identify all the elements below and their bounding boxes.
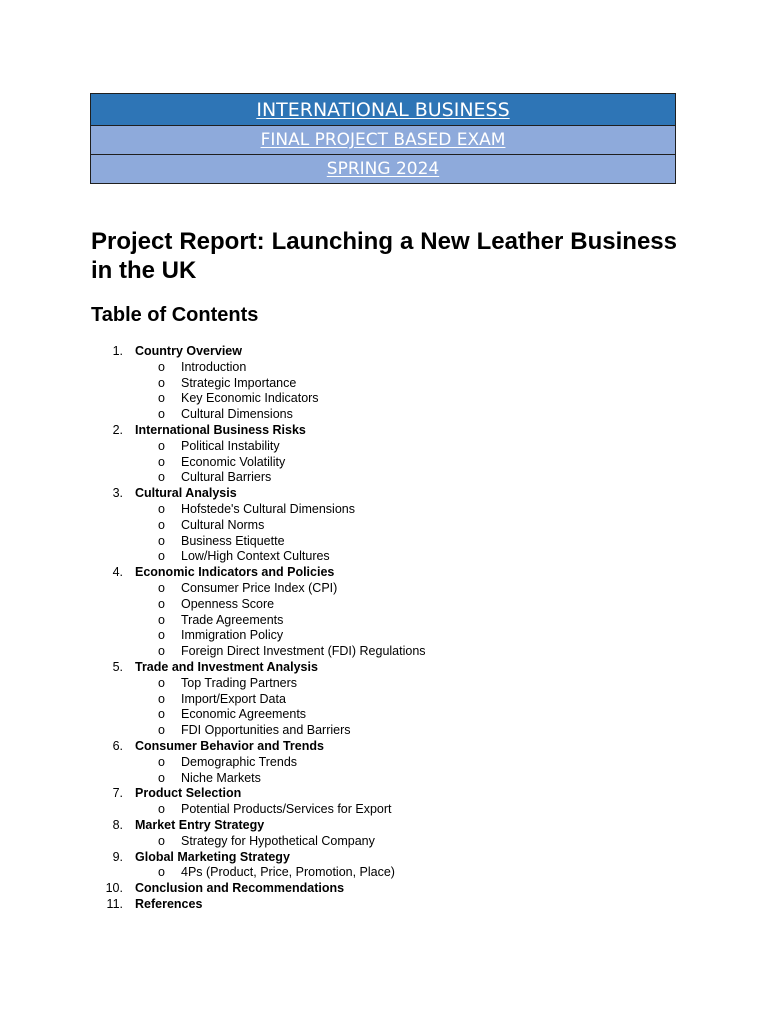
toc-item-title: Trade and Investment Analysis bbox=[135, 659, 318, 674]
toc-subitem bbox=[0, 502, 768, 518]
toc-item-title: Conclusion and Recommendations bbox=[135, 881, 345, 896]
toc-item-title: Global Marketing Strategy bbox=[135, 849, 290, 864]
toc-item bbox=[0, 850, 768, 866]
toc-subitem bbox=[0, 581, 768, 597]
toc-item-title: Consumer Behavior and Trends bbox=[135, 738, 324, 753]
toc-subitem bbox=[0, 455, 768, 471]
toc-item bbox=[0, 660, 768, 676]
toc-subitem-label: Low/High Context Cultures bbox=[181, 549, 330, 564]
header-banner bbox=[90, 93, 676, 184]
toc-subitem bbox=[0, 407, 768, 423]
bullet-icon: o bbox=[158, 723, 165, 738]
bullet-icon: o bbox=[158, 454, 165, 469]
toc-item-number: 2. bbox=[112, 422, 123, 437]
toc-item-number: 10. bbox=[105, 881, 123, 896]
toc-subitem-label: Openness Score bbox=[181, 596, 275, 611]
table-of-contents bbox=[0, 344, 768, 913]
bullet-icon: o bbox=[158, 407, 165, 422]
toc-subitem-label: Hofstede's Cultural Dimensions bbox=[181, 501, 355, 516]
toc-subitem-label: Business Etiquette bbox=[181, 533, 285, 548]
toc-subitem bbox=[0, 376, 768, 392]
toc-item-number: 7. bbox=[112, 786, 123, 801]
toc-item bbox=[0, 818, 768, 834]
bullet-icon: o bbox=[158, 391, 165, 406]
toc-subitem bbox=[0, 613, 768, 629]
bullet-icon: o bbox=[158, 438, 165, 453]
toc-subitem bbox=[0, 628, 768, 644]
toc-item bbox=[0, 565, 768, 581]
toc-subitem-label: Strategy for Hypothetical Company bbox=[181, 833, 375, 848]
toc-subitem bbox=[0, 439, 768, 455]
bullet-icon: o bbox=[158, 770, 165, 785]
bullet-icon: o bbox=[158, 833, 165, 848]
toc-subitem bbox=[0, 534, 768, 550]
toc-item-number: 5. bbox=[112, 659, 123, 674]
toc-item-number: 11. bbox=[106, 896, 123, 911]
toc-item-title: Market Entry Strategy bbox=[135, 817, 265, 832]
toc-subitem-label: Niche Markets bbox=[181, 770, 261, 785]
toc-subitem-label: Cultural Barriers bbox=[181, 470, 272, 485]
toc-subitem bbox=[0, 865, 768, 881]
toc-item-number: 6. bbox=[112, 738, 123, 753]
toc-subitem bbox=[0, 391, 768, 407]
toc-item-number: 4. bbox=[112, 565, 123, 580]
toc-item-title: References bbox=[135, 896, 203, 911]
toc-subitem bbox=[0, 771, 768, 787]
toc-subitem-label: Potential Products/Services for Export bbox=[181, 802, 392, 817]
bullet-icon: o bbox=[158, 628, 165, 643]
toc-item bbox=[0, 423, 768, 439]
toc-subitem-label: Import/Export Data bbox=[181, 691, 286, 706]
toc-item-title: Economic Indicators and Policies bbox=[135, 565, 335, 580]
toc-subitem bbox=[0, 549, 768, 565]
bullet-icon: o bbox=[158, 802, 165, 817]
toc-subitem-label: Political Instability bbox=[181, 438, 280, 453]
bullet-icon: o bbox=[158, 470, 165, 485]
toc-subitem bbox=[0, 723, 768, 739]
bullet-icon: o bbox=[158, 644, 165, 659]
bullet-icon: o bbox=[158, 501, 165, 516]
toc-item-number: 8. bbox=[112, 817, 123, 832]
toc-item bbox=[0, 881, 768, 897]
toc-item bbox=[0, 739, 768, 755]
bullet-icon: o bbox=[158, 533, 165, 548]
toc-subitem-label: 4Ps (Product, Price, Promotion, Place) bbox=[181, 865, 395, 880]
toc-subitem-label: Consumer Price Index (CPI) bbox=[181, 580, 338, 595]
report-title: Project Report: Launching a New Leather Business in the UK bbox=[91, 228, 677, 284]
bullet-icon: o bbox=[158, 707, 165, 722]
toc-item-title: Product Selection bbox=[135, 786, 242, 801]
bullet-icon: o bbox=[158, 596, 165, 611]
toc-subitem bbox=[0, 755, 768, 771]
toc-subitem bbox=[0, 802, 768, 818]
toc-subitem bbox=[0, 676, 768, 692]
toc-subitem-label: FDI Opportunities and Barriers bbox=[181, 723, 351, 738]
toc-item-number: 9. bbox=[112, 849, 123, 864]
toc-subitem bbox=[0, 470, 768, 486]
bullet-icon: o bbox=[158, 580, 165, 595]
bullet-icon: o bbox=[158, 359, 165, 374]
toc-item bbox=[0, 344, 768, 360]
toc-subitem-label: Strategic Importance bbox=[181, 375, 297, 390]
toc-subitem-label: Demographic Trends bbox=[181, 754, 298, 769]
toc-subitem-label: Top Trading Partners bbox=[181, 675, 298, 690]
term-label: SPRING 2024 bbox=[91, 155, 675, 183]
toc-subitem bbox=[0, 518, 768, 534]
toc-item bbox=[0, 897, 768, 913]
bullet-icon: o bbox=[158, 612, 165, 627]
toc-subitem-label: Immigration Policy bbox=[181, 628, 284, 643]
bullet-icon: o bbox=[158, 754, 165, 769]
toc-subitem-label: Economic Agreements bbox=[181, 707, 307, 722]
toc-subitem-label: Cultural Dimensions bbox=[181, 407, 293, 422]
toc-item-title: International Business Risks bbox=[135, 422, 306, 437]
toc-subitem-label: Trade Agreements bbox=[181, 612, 284, 627]
toc-item-number: 1. bbox=[112, 344, 123, 358]
toc-item-title: Country Overview bbox=[135, 344, 242, 358]
toc-heading: Table of Contents bbox=[91, 304, 259, 326]
toc-subitem bbox=[0, 644, 768, 660]
toc-subitem bbox=[0, 597, 768, 613]
toc-item bbox=[0, 486, 768, 502]
bullet-icon: o bbox=[158, 691, 165, 706]
toc-item-title: Cultural Analysis bbox=[135, 486, 237, 501]
bullet-icon: o bbox=[158, 517, 165, 532]
toc-item bbox=[0, 786, 768, 802]
toc-subitem-label: Economic Volatility bbox=[181, 454, 286, 469]
toc-subitem bbox=[0, 707, 768, 723]
toc-subitem-label: Introduction bbox=[181, 359, 247, 374]
toc-subitem-label: Foreign Direct Investment (FDI) Regulations bbox=[181, 644, 426, 659]
exam-title: FINAL PROJECT BASED EXAM bbox=[91, 126, 675, 155]
bullet-icon: o bbox=[158, 675, 165, 690]
toc-subitem bbox=[0, 834, 768, 850]
course-title: INTERNATIONAL BUSINESS bbox=[91, 94, 675, 126]
toc-subitem-label: Cultural Norms bbox=[181, 517, 265, 532]
toc-subitem bbox=[0, 360, 768, 376]
toc-item-number: 3. bbox=[112, 486, 123, 501]
bullet-icon: o bbox=[158, 865, 165, 880]
bullet-icon: o bbox=[158, 375, 165, 390]
toc-subitem bbox=[0, 692, 768, 708]
toc-subitem-label: Key Economic Indicators bbox=[181, 391, 319, 406]
bullet-icon: o bbox=[158, 549, 165, 564]
